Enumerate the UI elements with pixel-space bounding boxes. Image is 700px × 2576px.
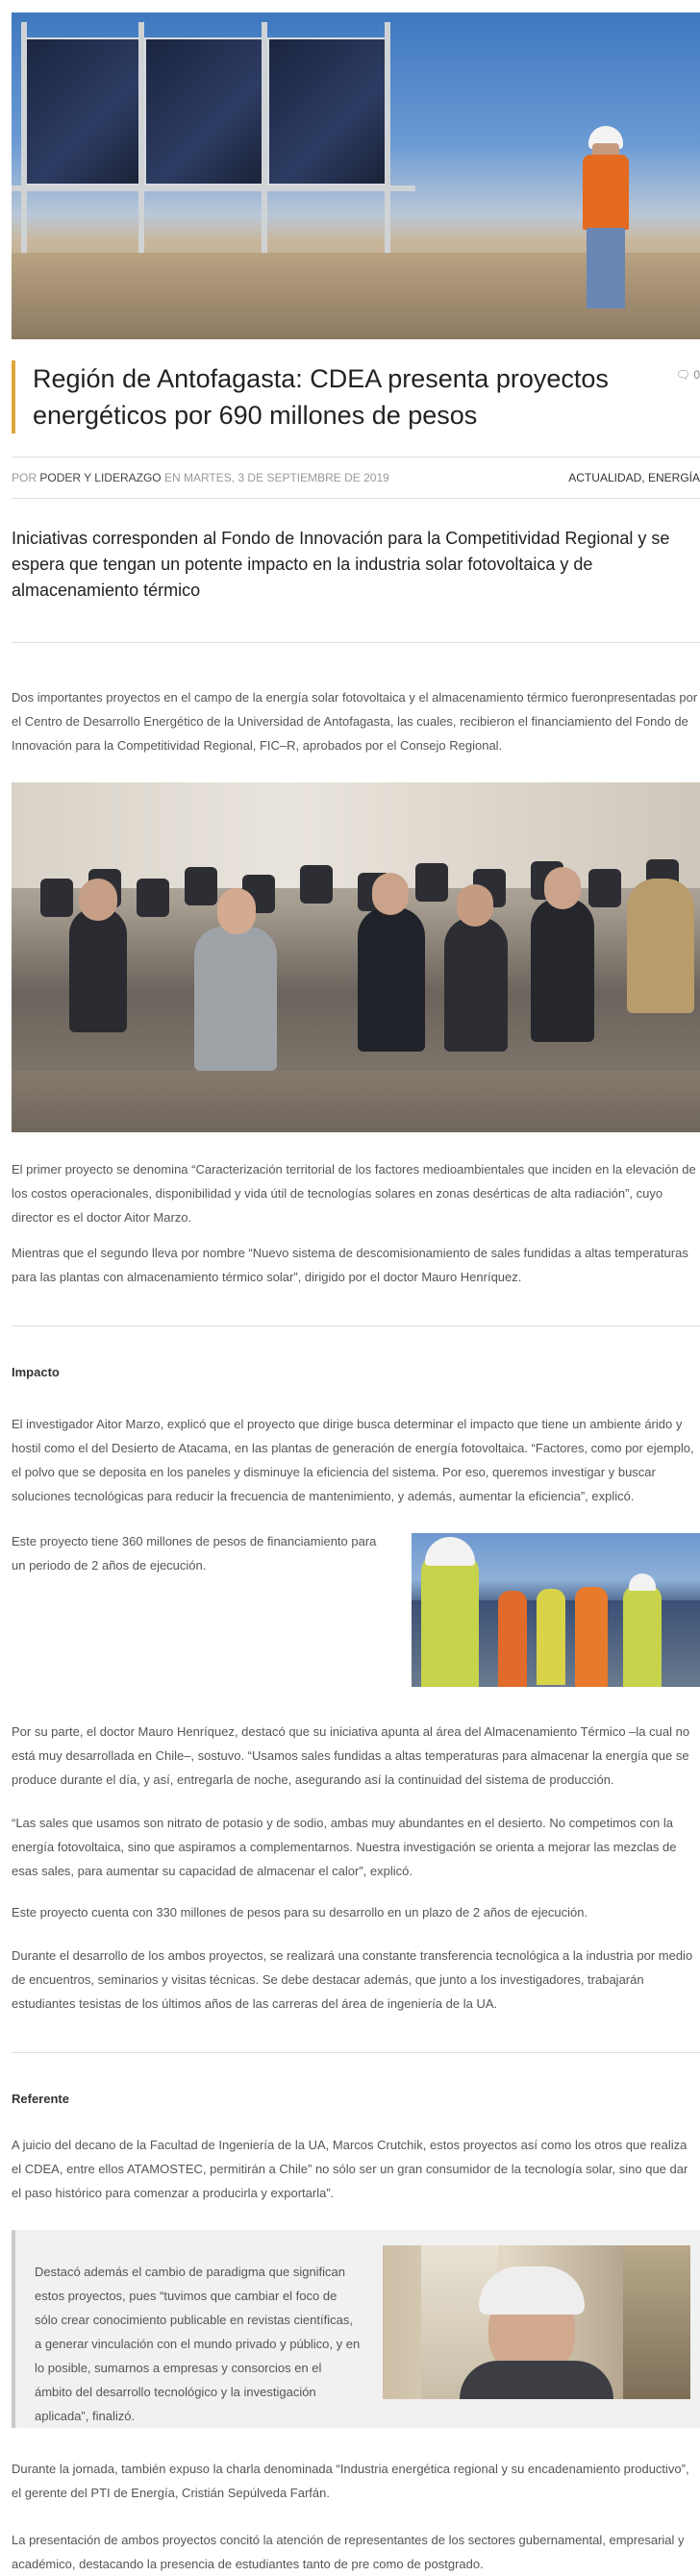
paragraph: El investigador Aitor Marzo, explicó que el proyecto que dirige busca determinar el impacto que tiene un ambiente árido y hostil como el del Desierto de Atacama, en las plantas de generación de energía fotovoltaica. “Factores, como por ejemplo, el polvo que se deposita en los paneles y disminuye la eficiencia del sistema. Por eso, queremos investigar y buscar soluciones tecnológicas para reducir la frecuencia de mantenimiento, y además, aumentar la eficiencia”, explicó.: [12, 1417, 694, 1503]
paragraph: Por su parte, el doctor Mauro Henríquez, destacó que su iniciativa apunta al área del Almacenamiento Térmico –la cual no está muy desarrollada en Chile–, sostuvo. “Usamos sales fundidas a altas temperaturas para almacenar la energía que se produce durante el día, y así, entregarla de noche, asegurando así la continuidad del sistema de producción.: [12, 1724, 690, 1787]
paragraph: Este proyecto cuenta con 330 millones de pesos para su desarrollo en un plazo de 2 años de ejecución.: [12, 1905, 588, 1920]
article-lead: Iniciativas corresponden al Fondo de Innovación para la Competitividad Regional y se espera que tengan un potente impacto en la industria solar fotovoltaica y de almacenamiento térmico: [12, 529, 670, 600]
paragraph: A juicio del decano de la Facultad de Ingeniería de la UA, Marcos Crutchik, estos proyectos así como los otros que realiza el CDEA, entre ellos ATAMOSTEC, permitirán a Chile” no sólo ser un gran consumidor de la tecnología solar, sino que dar el paso histórico para comenzar a producirla y exportarla”.: [12, 2138, 688, 2200]
category-separator: ,: [641, 471, 645, 484]
category-link-energia[interactable]: ENERGÍA: [647, 471, 700, 484]
hero-image-solar-panels: [12, 12, 700, 339]
dean-portrait-photo: [383, 2245, 690, 2399]
paragraph: Este proyecto tiene 360 millones de pesos de financiamiento para un periodo de 2 años de ejecución.: [12, 1534, 377, 1573]
section-heading-referente: Referente: [12, 2092, 69, 2106]
section-heading-impacto: Impacto: [12, 1365, 60, 1379]
solar-panel: [267, 37, 388, 186]
meta-date: EN MARTES, 3 DE SEPTIEMBRE DE 2019: [163, 471, 389, 484]
category-list: [568, 458, 700, 498]
divider: [12, 642, 700, 643]
paragraph: Durante el desarrollo de los ambos proyectos, se realizará una constante transferencia tecnológica a la industria por medio de encuentros, seminarios y visitas técnicas. Se debe destacar además, que junto a los investigadores, trabajarán estudiantes tesistas de los últimos años de las carreras del área de ingeniería de la UA.: [12, 1948, 693, 2011]
media-row: [12, 1529, 700, 1685]
comments-link[interactable]: [676, 368, 700, 382]
article: [12, 12, 700, 2576]
frame-rail: [12, 186, 415, 191]
paragraph: “Las sales que usamos son nitrato de potasio y de sodio, ambas muy abundantes en el desierto. No competimos con la energía fotovoltaica, sino que aspiramos a complementarnos. Nuestra investigación se orienta a mejorar las mezclas de esas sales, para aumentar su capacidad de almacenar el calor”, explicó.: [12, 1816, 677, 1878]
divider: [12, 1325, 700, 1326]
worker-figure: [575, 126, 637, 309]
meta-by: POR: [12, 471, 38, 484]
comments-count: 0: [693, 368, 700, 382]
article-meta: [12, 457, 700, 499]
article-title-block: [12, 360, 700, 433]
article-title: Región de Antofagasta: CDEA presenta proyectos energéticos por 690 millones de pesos: [33, 364, 609, 430]
solar-panel: [144, 37, 265, 186]
divider: [12, 2052, 700, 2053]
category-link-actualidad[interactable]: ACTUALIDAD: [568, 471, 642, 484]
quote-text: Destacó además el cambio de paradigma que significan estos proyectos, pues “tuvimos que cambiar el foco de sólo crear conocimiento publicable en revistas científicas, a generar vinculación con el mundo privado y público, y en lo posible, sumarnos a empresas y consorcios en el ámbito del desarrollo tecnológico y la investigación aplicada”, finalizó.: [35, 2265, 361, 2423]
paragraph: Durante la jornada, también expuso la charla denominada “Industria energética regional y su encadenamiento productivo”, el gerente del PTI de Energía, Cristián Sepúlveda Farfán.: [12, 2462, 689, 2500]
paragraph: La presentación de ambos proyectos concitó la atención de representantes de los sectores gubernamental, empresarial y académico, destacando la presencia de estudiantes tanto de pre como de postgrado.: [12, 2533, 685, 2571]
conference-photo: [12, 782, 700, 1132]
workers-solar-field-photo: [412, 1533, 700, 1687]
paragraph: Dos importantes proyectos en el campo de la energía solar fotovoltaica y el almacenamiento térmico fueronpresentadas por el Centro de Desarrollo Energético de la Universidad de Antofagasta, las cuales, recibieron el financiamiento del Fondo de Innovación para la Competitividad Regional, FIC–R, aprobados por el Consejo Regional.: [12, 690, 698, 753]
solar-panel: [21, 37, 142, 186]
comment-icon: 🗨: [675, 368, 690, 382]
paragraph: El primer proyecto se denomina “Caracterización territorial de los factores medioambientales que inciden en la elevación de los costos operacionales, disponibilidad y vida útil de tecnologías solares en zonas desérticas de alta radiación”, cuyo director es el doctor Aitor Marzo.: [12, 1162, 696, 1225]
author-link[interactable]: PODER Y LIDERAZGO: [39, 471, 162, 484]
paragraph: Mientras que el segundo lleva por nombre “Nuevo sistema de descomisionamiento de sales fundidas a altas temperaturas para las plantas con almacenamiento térmico solar”, dirigido por el doctor Mauro Henríquez.: [12, 1246, 688, 1284]
highlight-quote-box: [12, 2230, 700, 2428]
